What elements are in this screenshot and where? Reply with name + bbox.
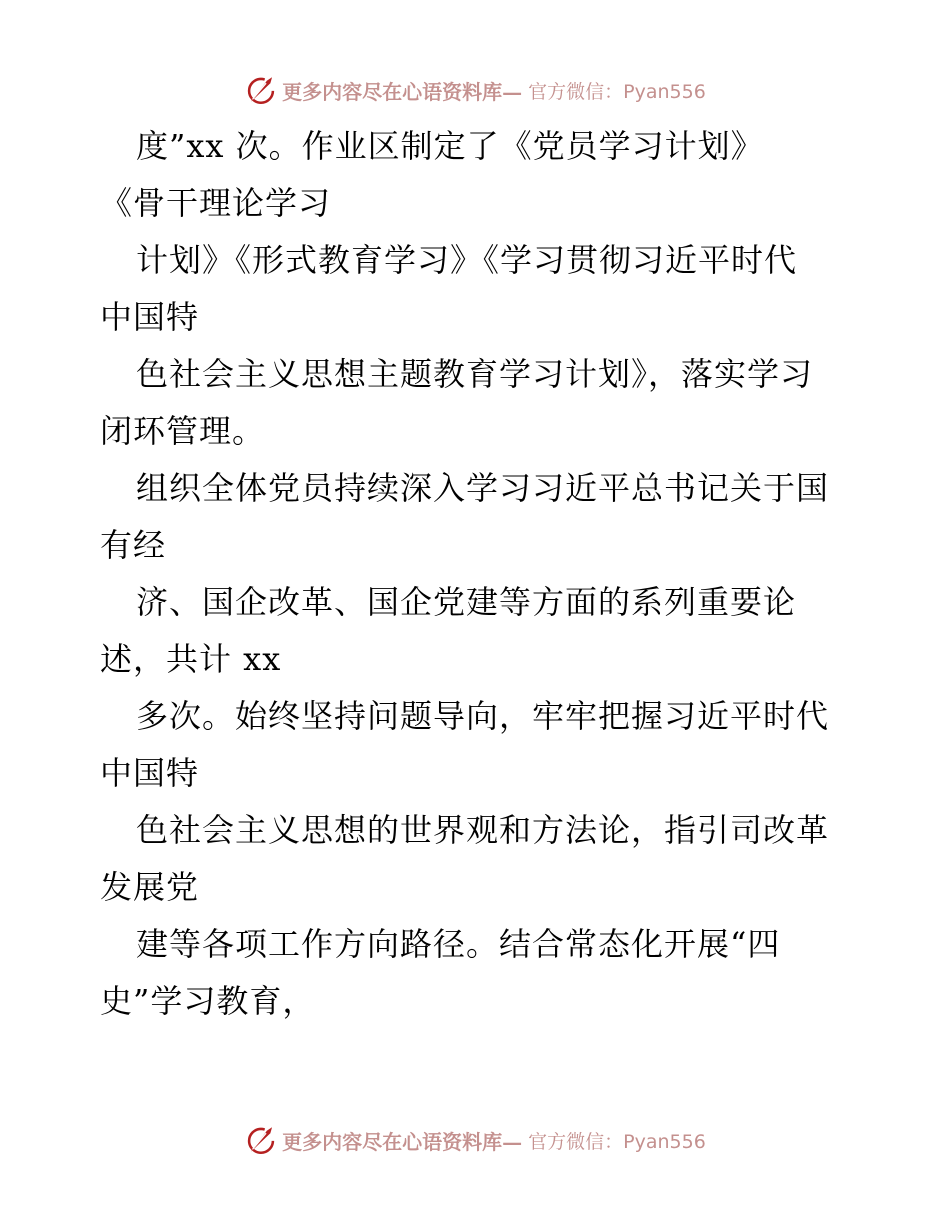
body-line: 度”xx 次。作业区制定了《党员学习计划》 — [136, 127, 764, 165]
body-line: 建等各项工作方向路径。结合常态化开展“四 — [136, 925, 781, 963]
quill-logo-icon — [244, 1123, 278, 1157]
body-line: 闭环管理。 — [100, 412, 266, 450]
body-line: 济、国企改革、国企党建等方面的系列重要论 — [136, 583, 797, 621]
body-line: 《骨干理论学习 — [100, 184, 332, 222]
header-watermark — [0, 70, 950, 110]
body-line: 组织全体党员持续深入学习习近平总书记关于国 — [136, 469, 830, 507]
header-contact-text: 官方微信：Pyan556 — [528, 80, 706, 103]
body-line: 色社会主义思想主题教育学习计划》，落实学习 — [136, 355, 814, 393]
body-line: 计划》《形式教育学习》《学习贯彻习近平时代 — [136, 241, 798, 279]
body-line: 有经 — [100, 526, 167, 564]
body-line: 述，共计 xx — [100, 640, 282, 678]
header-brand-text: 更多内容尽在心语资料库— — [282, 79, 523, 104]
body-line: 史”学习教育， — [100, 982, 316, 1020]
footer-watermark — [0, 1120, 950, 1160]
footer-contact-text: 官方微信：Pyan556 — [528, 1130, 706, 1153]
quill-logo-icon — [244, 73, 278, 107]
document-body — [100, 118, 860, 1030]
body-line: 中国特 — [100, 298, 200, 336]
body-line: 中国特 — [100, 754, 200, 792]
body-line: 色社会主义思想的世界观和方法论，指引司改革 — [136, 811, 830, 849]
body-line: 发展党 — [100, 868, 200, 906]
footer-brand-text: 更多内容尽在心语资料库— — [282, 1129, 523, 1154]
body-line: 多次。始终坚持问题导向，牢牢把握习近平时代 — [136, 697, 830, 735]
